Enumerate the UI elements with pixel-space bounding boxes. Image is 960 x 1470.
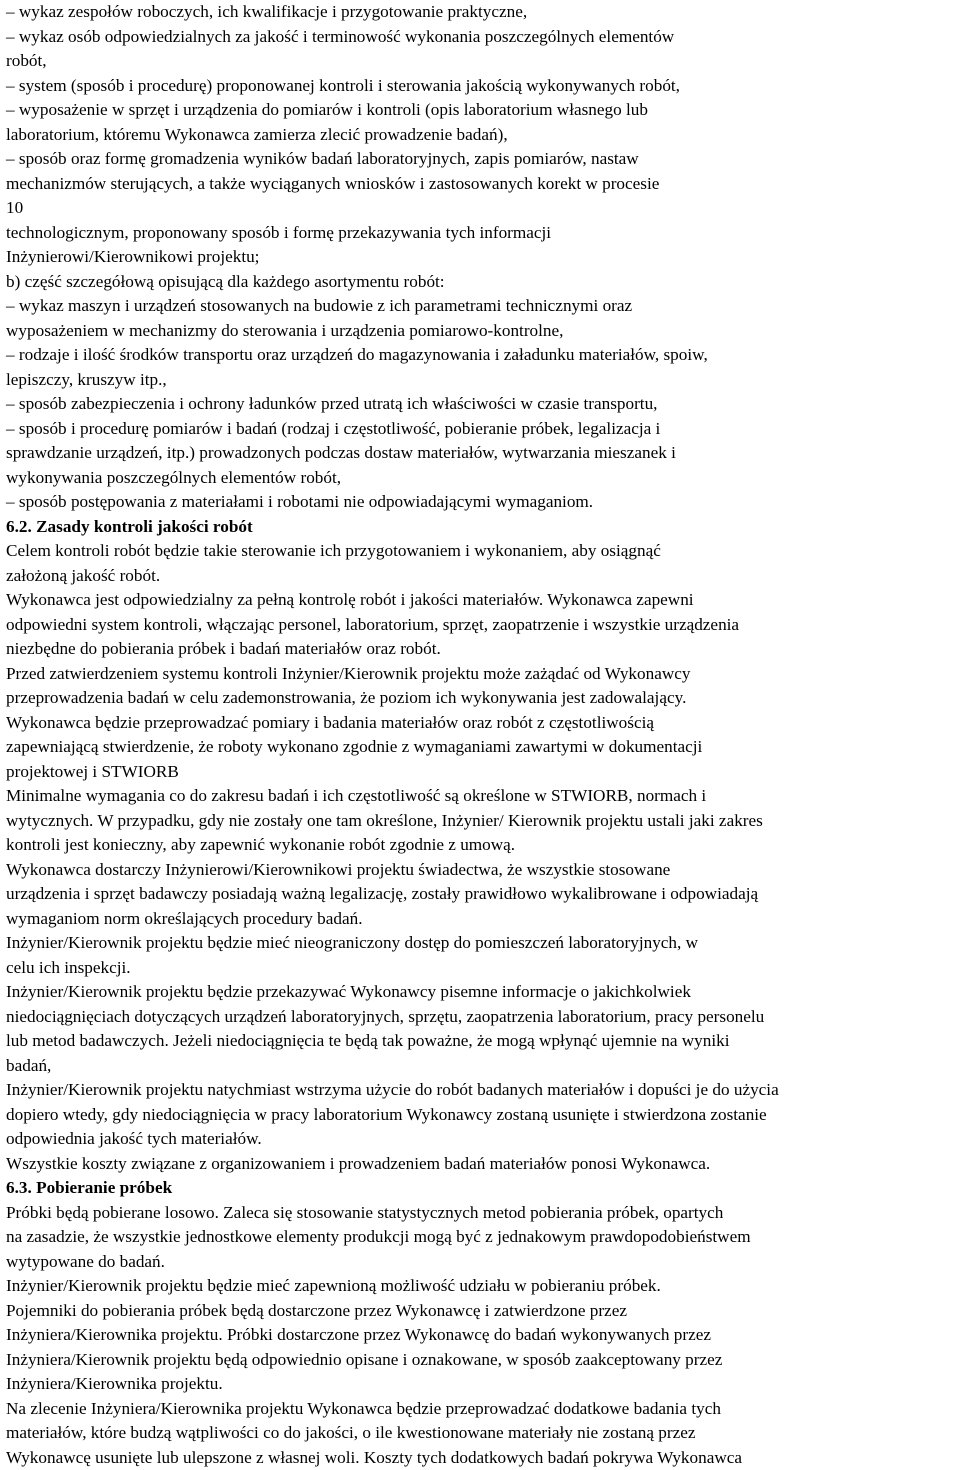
text-line: Inżynierowi/Kierownikowi projektu; bbox=[6, 247, 260, 266]
text-line: Inżynier/Kierownik projektu będzie przekazywać Wykonawcy pisemne informacje o jakichkolwiek bbox=[6, 982, 691, 1001]
text-line: Wykonawcę usunięte lub ulepszone z własnej woli. Koszty tych dodatkowych badań pokrywa Wykonawca bbox=[6, 1447, 742, 1467]
text-line: wyposażeniem w mechanizmy do sterowania i urządzenia pomiarowo-kontrolne, bbox=[6, 320, 564, 340]
text-line: Inżyniera/Kierownik projektu będą odpowiednio opisane i oznakowane, w sposób zaakceptowany przez bbox=[6, 1349, 723, 1369]
text-line: lepiszczy, kruszyw itp., bbox=[6, 369, 167, 389]
text-line: Celem kontroli robót będzie takie sterowanie ich przygotowaniem i wykonaniem, aby osiągnąć bbox=[6, 541, 661, 560]
text-line: wykonywania poszczególnych elementów robót, bbox=[6, 467, 342, 487]
text-line: – wyposażenie w sprzęt i urządzenia do pomiarów i kontroli (opis laboratorium własnego lub bbox=[6, 100, 648, 119]
text-line: odpowiedni system kontroli, włączając personel, laboratorium, sprzęt, zaopatrzenie i wszystkie urządzenia bbox=[6, 614, 740, 634]
text-line: – sposób zabezpieczenia i ochrony ładunków przed utratą ich właściwości w czasie transportu, bbox=[6, 394, 658, 413]
text-line: – wykaz maszyn i urządzeń stosowanych na budowie z ich parametrami technicznymi oraz bbox=[6, 296, 633, 315]
section-heading: 6.3. Pobieranie próbek bbox=[6, 1178, 173, 1197]
text-line: wytypowane do badań. bbox=[6, 1251, 165, 1271]
text-line: niedociągnięciach dotyczących urządzeń laboratoryjnych, sprzętu, zaopatrzenia laboratorium, pracy personelu bbox=[6, 1006, 765, 1026]
text-line: lub metod badawczych. Jeżeli niedociągnięcia te będą tak poważne, że mogą wpłynąć ujemnie na wyniki bbox=[6, 1031, 730, 1050]
text-line: celu ich inspekcji. bbox=[6, 957, 131, 977]
text-line: laboratorium, któremu Wykonawca zamierza zlecić prowadzenie badań), bbox=[6, 124, 508, 144]
text-line: Inżynier/Kierownik projektu natychmiast wstrzyma użycie do robót badanych materiałów i dopuści je do użycia bbox=[6, 1080, 779, 1099]
text-line: projektowej i STWIORB bbox=[6, 761, 179, 781]
text-line: – wykaz zespołów roboczych, ich kwalifikacje i przygotowanie praktyczne, bbox=[6, 2, 528, 21]
text-line: sprawdzanie urządzeń, itp.) prowadzonych podczas dostaw materiałów, wytwarzania mieszanek i bbox=[6, 443, 676, 462]
text-line: Na zlecenie Inżyniera/Kierownika projektu Wykonawca będzie przeprowadzać dodatkowe badania tych bbox=[6, 1398, 721, 1418]
text-line: Wykonawca dostarczy Inżynierowi/Kierownikowi projektu świadectwa, że wszystkie stosowane bbox=[6, 859, 671, 879]
section-heading: 6.2. Zasady kontroli jakości robót bbox=[6, 516, 253, 536]
text-line: dopiero wtedy, gdy niedociągnięcia w pracy laboratorium Wykonawcy zostaną usunięte i stwierdzona zostanie bbox=[6, 1104, 767, 1124]
text-line: Wykonawca jest odpowiedzialny za pełną kontrolę robót i jakości materiałów. Wykonawca zapewni bbox=[6, 590, 694, 609]
text-line: założoną jakość robót. bbox=[6, 565, 161, 585]
text-line: wymaganiom norm określających procedury badań. bbox=[6, 908, 363, 928]
text-line: Minimalne wymagania co do zakresu badań i ich częstotliwość są określone w STWIORB, normach i bbox=[6, 786, 707, 805]
text-line: Inżyniera/Kierownika projektu. Próbki dostarczone przez Wykonawcę do badań wykonywanych przez bbox=[6, 1325, 711, 1344]
text-line: Inżynier/Kierownik projektu będzie mieć nieograniczony dostęp do pomieszczeń laboratoryjnych, w bbox=[6, 933, 699, 952]
text-line: – sposób oraz formę gromadzenia wyników badań laboratoryjnych, zapis pomiarów, nastaw bbox=[6, 149, 639, 168]
text-line: niezbędne do pobierania próbek i badań materiałów oraz robót. bbox=[6, 639, 441, 658]
text-line: Inżynier/Kierownik projektu będzie mieć zapewnioną możliwość udziału w pobieraniu próbek. bbox=[6, 1276, 661, 1295]
text-line: na zasadzie, że wszystkie jednostkowe elementy produkcji mogą być z jednakowym prawdopodobieństwem bbox=[6, 1227, 751, 1246]
text-line: b) część szczegółową opisującą dla każdego asortymentu robót: bbox=[6, 271, 445, 291]
text-line: badań, bbox=[6, 1055, 52, 1075]
text-line: przeprowadzenia badań w celu zademonstrowania, że poziom ich wykonywania jest zadowalający. bbox=[6, 688, 687, 707]
text-line: wytycznych. W przypadku, gdy nie zostały one tam określone, Inżynier/ Kierownik projektu ustali jaki zakres bbox=[6, 810, 763, 830]
text-line: Próbki będą pobierane losowo. Zaleca się stosowanie statystycznych metod pobierania próbek, opartych bbox=[6, 1202, 724, 1222]
text-line: Wszystkie koszty związane z organizowaniem i prowadzeniem badań materiałów ponosi Wykonawca. bbox=[6, 1153, 711, 1173]
text-line: 10 bbox=[6, 198, 24, 217]
text-line: – rodzaje i ilość środków transportu oraz urządzeń do magazynowania i załadunku materiałów, spoiw, bbox=[6, 345, 708, 364]
text-line: robót, bbox=[6, 51, 47, 70]
text-line: Pojemniki do pobierania próbek będą dostarczone przez Wykonawcę i zatwierdzone przez bbox=[6, 1300, 627, 1320]
text-line: materiałów, które budzą wątpliwości co do jakości, o ile kwestionowane materiały nie zostaną przez bbox=[6, 1423, 696, 1442]
text-line: technologicznym, proponowany sposób i formę przekazywania tych informacji bbox=[6, 222, 552, 242]
text-line: – wykaz osób odpowiedzialnych za jakość i terminowość wykonania poszczególnych elementów bbox=[6, 26, 675, 46]
text-line: – system (sposób i procedurę) proponowanej kontroli i sterowania jakością wykonywanych robót, bbox=[6, 75, 680, 95]
text-line: – sposób i procedurę pomiarów i badań (rodzaj i częstotliwość, pobieranie próbek, legalizacja i bbox=[6, 418, 661, 438]
text-line: zapewniającą stwierdzenie, że roboty wykonano zgodnie z wymaganiami zawartymi w dokumentacji bbox=[6, 737, 703, 756]
text-line: Przed zatwierdzeniem systemu kontroli Inżynier/Kierownik projektu może zażądać od Wykonawcy bbox=[6, 663, 691, 683]
text-line: mechanizmów sterujących, a także wyciąganych wniosków i zastosowanych korekt w procesie bbox=[6, 173, 660, 193]
text-line: kontroli jest konieczny, aby zapewnić wykonanie robót zgodnie z umową. bbox=[6, 835, 516, 854]
text-line: Wykonawca będzie przeprowadzać pomiary i badania materiałów oraz robót z częstotliwością bbox=[6, 712, 654, 732]
text-line: odpowiednia jakość tych materiałów. bbox=[6, 1129, 262, 1148]
text-line: urządzenia i sprzęt badawczy posiadają ważną legalizację, zostały prawidłowo wykalibrowane i odpowiadają bbox=[6, 884, 759, 903]
text-line: – sposób postępowania z materiałami i robotami nie odpowiadającymi wymaganiom. bbox=[6, 492, 594, 511]
text-line: Inżyniera/Kierownika projektu. bbox=[6, 1374, 223, 1393]
